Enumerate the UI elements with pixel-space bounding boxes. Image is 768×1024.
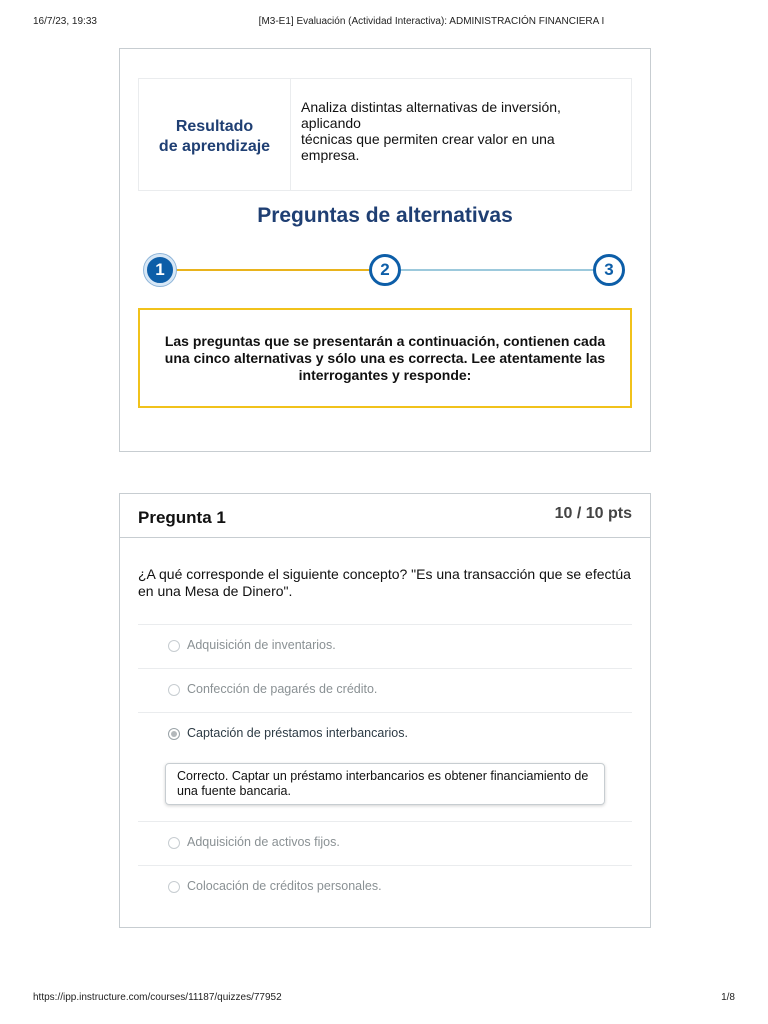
question-panel <box>119 493 651 928</box>
outcome-label-line1: Resultado <box>175 117 254 135</box>
print-title: [M3-E1] Evaluación (Actividad Interactiva): ADMINISTRACIÓN FINANCIERA I <box>258 16 605 27</box>
answer-label: Adquisición de inventarios. <box>187 638 336 652</box>
step-3: 3 <box>593 254 625 286</box>
intro-panel <box>119 48 651 452</box>
answer-option[interactable] <box>138 821 632 865</box>
radio-button-checked[interactable] <box>168 728 180 740</box>
print-header <box>33 16 735 30</box>
answer-label: Adquisición de activos fijos. <box>187 835 340 849</box>
question-header <box>120 494 650 538</box>
answer-option[interactable] <box>138 865 632 909</box>
outcome-label-line2: de aprendizaje <box>158 137 271 155</box>
radio-button[interactable] <box>168 837 180 849</box>
step-indicator <box>120 254 652 290</box>
print-url: https://ipp.instructure.com/courses/11187/quizzes/77952 <box>33 992 282 1003</box>
answer-label: Confección de pagarés de crédito. <box>187 682 378 696</box>
answer-option[interactable] <box>138 668 632 712</box>
answer-label: Colocación de créditos personales. <box>187 879 382 893</box>
learning-outcome-label <box>139 79 291 190</box>
step-connector <box>401 269 593 271</box>
radio-button[interactable] <box>168 881 180 893</box>
answer-list <box>138 624 632 909</box>
question-text: ¿A qué corresponde el siguiente concepto? "Es una transacción que se efectúa en una Mesa de Dinero". <box>138 566 631 599</box>
outcome-text-line: aplicando <box>301 115 361 131</box>
section-title: Preguntas de alternativas <box>257 204 513 227</box>
radio-button[interactable] <box>168 684 180 696</box>
instructions-notice: Las preguntas que se presentarán a continuación, contienen cada una cinco alternativas y sólo una es correcta. Lee atentamente las interrogantes y responde: <box>138 308 632 408</box>
learning-outcome-table <box>138 78 632 191</box>
outcome-text-line: técnicas que permiten crear valor en una <box>301 131 555 147</box>
outcome-text-line: empresa. <box>301 147 360 163</box>
learning-outcome-text <box>291 79 631 190</box>
question-title: Pregunta 1 <box>138 508 226 527</box>
step-1-active: 1 <box>144 254 176 286</box>
answer-option-selected[interactable] <box>138 712 632 821</box>
question-points: 10 / 10 pts <box>554 505 632 522</box>
answer-feedback: Correcto. Captar un préstamo interbancarios es obtener financiamiento de una fuente bancaria. <box>165 763 605 805</box>
outcome-text-line: Analiza distintas alternativas de inversión, <box>301 99 561 115</box>
step-2: 2 <box>369 254 401 286</box>
page-number: 1/8 <box>721 992 735 1003</box>
step-connector <box>175 269 369 271</box>
answer-label: Captación de préstamos interbancarios. <box>187 726 408 740</box>
print-date: 16/7/23, 19:33 <box>33 16 97 27</box>
radio-button[interactable] <box>168 640 180 652</box>
answer-option[interactable] <box>138 624 632 668</box>
